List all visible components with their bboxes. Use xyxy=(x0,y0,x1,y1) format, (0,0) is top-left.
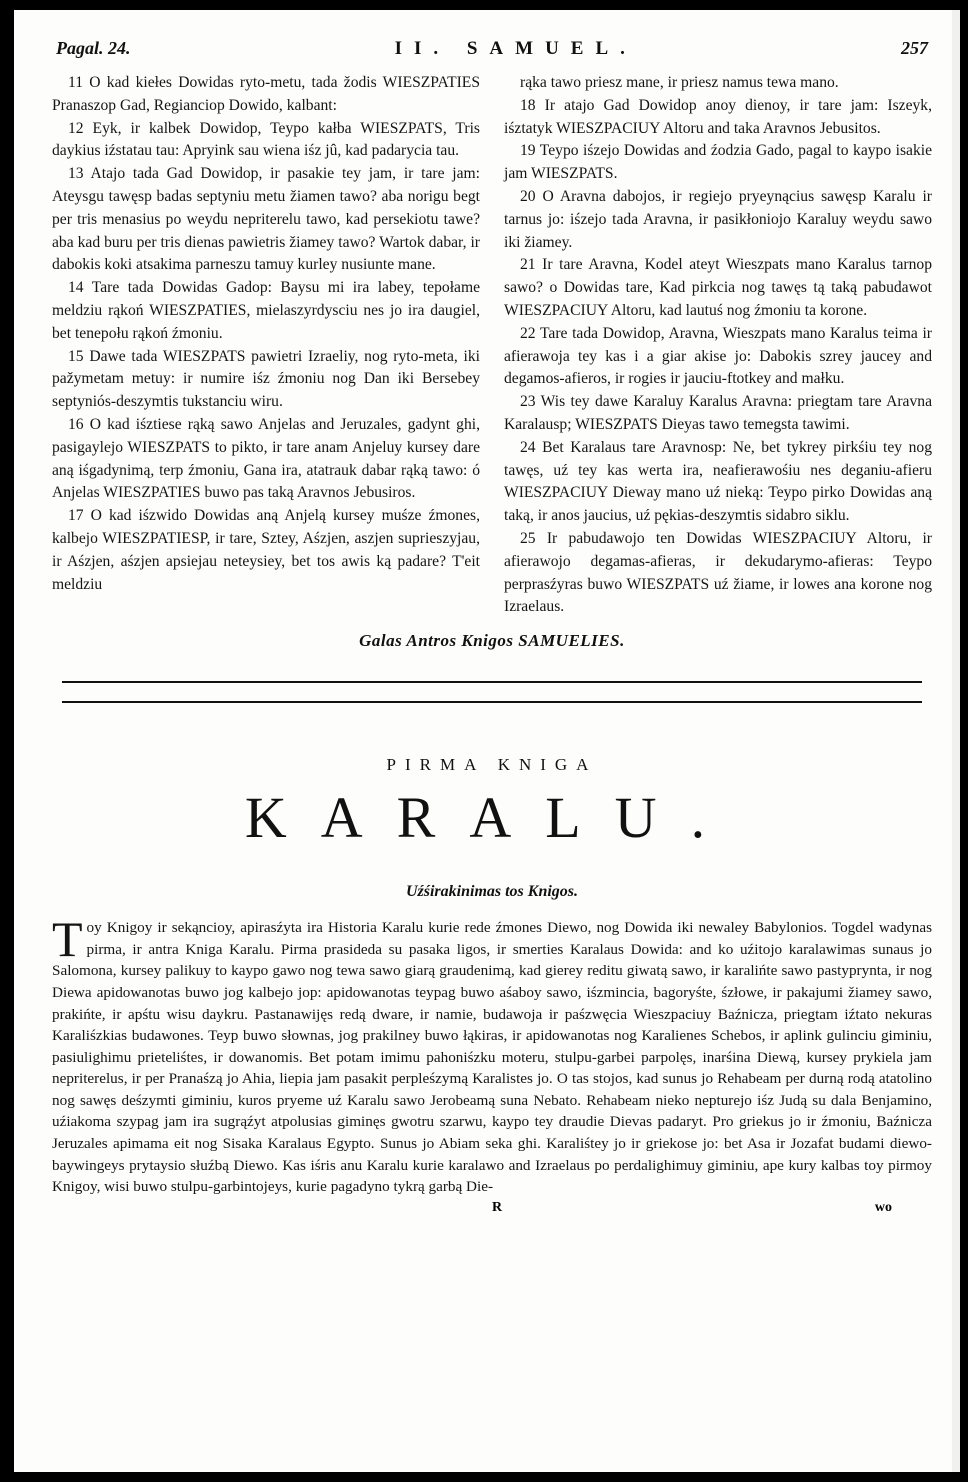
book-label: PIRMA KNIGA xyxy=(386,755,598,775)
catchword-line xyxy=(52,1200,932,1216)
verse: rąka tawo priesz mane, ir priesz namus tewa mano. xyxy=(520,74,839,91)
catchword: wo xyxy=(874,1199,892,1215)
verse: 13 Atajo tada Gad Dowidop, ir pasakie tey jam, ir tare jam: Ateysgu tawęsp badas septyniu metu žiamen tawo? aba norigu begt per tris menasius po weydu nepriterelu tawo, kad persekiotu tawe? aba kad buru per tris dienas pawietris žiamey tawo? Wartok dabar, ir dabokis koki atsakima parneszu tamuy kurley nusiunte mane. xyxy=(52,165,480,274)
page-reference: Pagal. 24. xyxy=(56,38,131,58)
page-number: 257 xyxy=(900,38,928,58)
verse: 23 Wis tey dawe Karaluy Karalus Aravna: priegtam tare Aravna Karalausp; WIESZPATS Dieyas tawo temegsta tawimi. xyxy=(504,393,932,433)
two-column-text xyxy=(52,72,932,619)
left-column xyxy=(52,72,480,619)
verse: 24 Bet Karalaus tare Aravnosp: Ne, bet tykrey pirkśiu tey nog tawęs, uź tey kas werta ira, neafierawośiu nes deganiu-afieru WIESZPACIUY Dieway mano uź nieką: Teypo pirko Dowidas aną taką, ir anos jaucius, uź pękias-deszymtis sidabro siklu. xyxy=(504,438,932,525)
verse: 21 Ir tare Aravna, Kodel ateyt Wieszpats mano Karalus tarnop sawo? o Dowidas tare, Kad pirkcia nog tawęs tą taką pabudawot WIESZPACIUY Altoru, kad lautuś nog źmoniu ta korone. xyxy=(504,256,932,319)
verse: 11 O kad kiełes Dowidas ryto-metu, tada žodis WIESZPATIES Pranaszop Gad, Regianciop Dowido, kalbant: xyxy=(52,74,480,114)
end-of-book-note: Galas Antros Knigos SAMUELIES. xyxy=(359,631,625,651)
right-column xyxy=(504,72,932,619)
divider-rule xyxy=(62,701,922,703)
verse: 16 O kad iśztiese rąką sawo Anjelas and Jeruzales, gadynt ghi, pasigaylejo WIESZPATS to pikto, ir tare anam Anjeluy kursey dare aną iśgadynimą, terp źmoniu, Gana ira, atatrauk dabar rąką tawo: ó Anjelas WIESZPATIES buwo pas taką Aravnos Jebusiros. xyxy=(52,415,480,502)
verse: 18 Ir atajo Gad Dowidop anoy dienoy, ir tare jam: Iszeyk, iśztatyk WIESZPACIUY Altoru and taka Aravnos Jebusitos. xyxy=(504,96,932,137)
verse: 12 Eyk, ir kalbek Dowidop, Teypo kałba WIESZPATS, Tris daykius iźstatau tau: Apryink sau wiena iśz jû, kad padarycia tau. xyxy=(52,119,480,160)
running-title: II. SAMUEL. xyxy=(394,38,637,59)
intro-paragraph xyxy=(52,911,932,1198)
verse: 19 Teypo iśzejo Dowidas and źodzia Gado, pagal to kaypo isakie jam WIESZPATS. xyxy=(504,142,932,183)
verse: 20 O Aravna dabojos, ir regiejo pryeynącius sawęsp Karalu ir tarnus jo: iśzejo tada Aravna, ir pasikłoniojo Karaluy weydu sawo iki žiamey. xyxy=(504,187,932,251)
running-head xyxy=(52,38,932,66)
verse: 25 Ir pabudawojo ten Dowidas WIESZPACIUY Altoru, ir afierawojo degamas-afieras, ir dekudarymo-afieras: Teypo perprasźyras buwo WIESZPATS uź žiame, ir lowes ana korone nog Izraelaus. xyxy=(504,529,932,616)
book-title: KARALU. xyxy=(244,785,740,851)
divider-rule xyxy=(62,681,922,683)
intro-text: oy Knigoy ir sekąncioy, apirasźyta ira Historia Karalu kurie rede źmones Diewo, nog Dowida iki newaley Babylonios. Togdel wadynas pirma, ir antra Kniga Karalu. Pirma prasideda su pasaka ligos, ir smerties Karalaus Dowida: and ko uźitojo karalawimas sunaus jo Salomona, kursey palikuy to kaypo gawo nog tewa sawo giarą graudenimą, kad gierey reditu giwatą sawo, ir karalińte sawo pastyprynta, ir nog Diewa apidowanotas buwo jog kalbejo jop: apidowanotas teypag buwo aśaboy sawo, iśzmincia, bagoryśte, śzłowe, ir pakajumi žiamey sawo, prakińte, ir apśtu wisu daykru. Pastanawijęs redą dware, ir namie, budawoja ir paśzwęcia Wieszpaciuy Baźnicza, priegtam iźtato nekuras Karaliśzkias budawones. Teyp buwo słownas, jog prakilney buwo łąkiras, ir apidowanotas nog Karalienes Schebos, ir aplink gulinciu giminiu, pasiulighimu prieteliśtes, ir dowanomis. Bet potam imimu pahoniśzku moteru, stulpu-garbei parpolęs, inarśina Diewą, kursey prykiela jam nepriterelus, ir per Pranaśzą jo Ahia, liepia jam pasakit perpleśzymą Karalistes jo. O tas stojos, kad sunus jo Rehabeam per durną rodą atatolino nog sawęs deśzymti giminiu, kuros pryeme uź Karalu sawo Jerobeamą suna Nebato. Rehabeam nieko nepturejo iśz Judą su dala Benjamino, uźiakoma szypag jam ira sugrąźyt atpolusias giminęs gwotru szarwu, kaypo tey draudie Dievas padaryt. Pro griekus jo ir źmoniu, Baźnicza Jeruzales apimama eit nog Sisaka Karalaus Egypto. Sunus jo Abiam seka ghi. Karaliśtey jo ir griekose jo: bet Asa ir Jozafat budami diewo-baywingeys prytaysio słuźbą Diewo. Kas iśris anu Karalu kurie karalawo and Izraelaus po perdalighimuy giminiu, ape kury kalbas toy pirmoy Knigoy, wisi buwo stulpu-garbintojeys, kurie pagadyno tykrą garbą Die- xyxy=(52,919,932,1196)
drop-cap: T xyxy=(52,911,83,968)
signature-mark: R xyxy=(492,1199,503,1215)
verse: 17 O kad iśzwido Dowidas aną Anjelą kursey muśze źmones, kalbejo WIESZPATIESP, ir tare, Sztey, Aśzjen, aszjen suprieszyjau, ir Aśzjen, aśzjen apsiejau neteysiey, bet tos awis ką padare? T'eit meldziu xyxy=(52,507,480,593)
verse: 22 Tare tada Dowidop, Aravna, Wieszpats mano Karalus teima ir afierawoja tey kas i a giar akise jo: Dabokis szrey jaucey and degamos-afieros, ir rogies ir jauciu-ftotkey and małku. xyxy=(504,324,932,388)
book-page xyxy=(14,10,960,1472)
page-edge xyxy=(952,10,960,1472)
verse: 15 Dawe tada WIESZPATS pawietri Izraeliy, nog ryto-meta, iki pažymetam metuy: ir numire iśz źmoniu nog Dan iki Bersebey septyniós-deszymtis tukstanciu wiru. xyxy=(52,347,480,411)
verse: 14 Tare tada Dowidas Gadop: Baysu mi ira labey, tepołame meldziu rąkoń WIESZPATIES, mielaszyrdysciu nes jo ira daugiel, bet tenepołu rąkoń źmoniu. xyxy=(52,279,480,342)
intro-heading: Uźśirakinimas tos Knigos. xyxy=(405,883,579,901)
